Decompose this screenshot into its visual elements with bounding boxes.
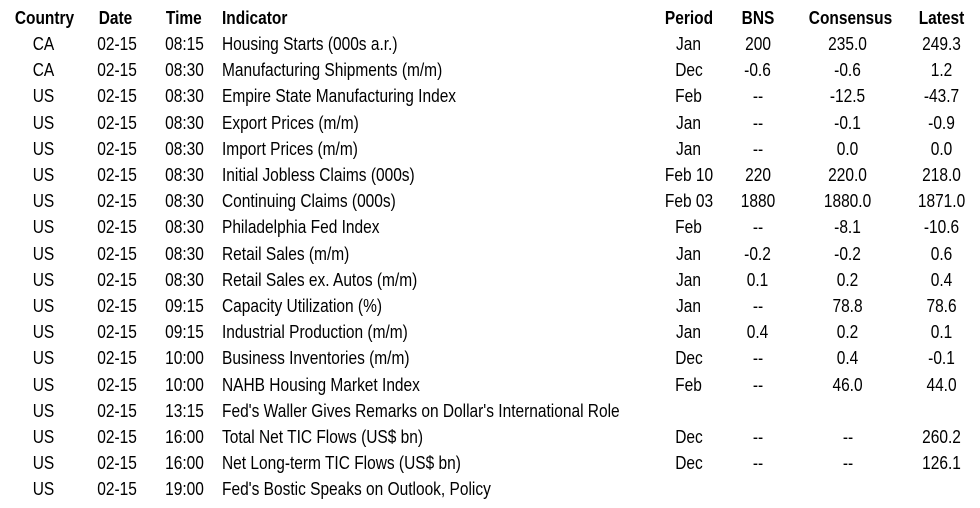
- cell-period: Jan: [676, 269, 702, 290]
- cell-time: 16:00: [165, 453, 204, 474]
- cell-time: 19:00: [165, 479, 204, 500]
- table-row: [0, 450, 980, 476]
- cell-period: Feb: [675, 374, 703, 395]
- table-row: [0, 214, 980, 240]
- cell-date: 02-15: [97, 322, 137, 343]
- cell-latest: 0.0: [931, 138, 953, 159]
- cell-bns: [734, 398, 782, 424]
- cell-bns: --: [752, 217, 764, 238]
- cell-consensus: 0.2: [837, 322, 859, 343]
- cell-bns: 1880: [740, 191, 776, 212]
- cell-consensus: 78.8: [832, 296, 864, 316]
- cell-time: 09:15: [165, 296, 204, 316]
- cell-indicator: Fed's Waller Gives Remarks on Dollar's International Role: [222, 400, 620, 421]
- cell-consensus: [802, 476, 894, 502]
- cell-consensus: --: [842, 427, 854, 447]
- cell-indicator: Net Long-term TIC Flows (US$ bn): [222, 453, 461, 474]
- cell-date: 02-15: [97, 348, 137, 369]
- cell-time: 10:00: [165, 348, 204, 369]
- cell-latest: 0.4: [931, 269, 953, 290]
- cell-country: US: [33, 269, 55, 290]
- table-row: [0, 57, 980, 83]
- cell-indicator: Retail Sales (m/m): [222, 243, 350, 264]
- cell-period: Dec: [675, 60, 703, 81]
- cell-period: Feb 03: [664, 191, 714, 212]
- cell-latest: [910, 398, 974, 424]
- table-row: [0, 372, 980, 398]
- header-period: Period: [664, 8, 714, 28]
- table-row: [0, 83, 980, 109]
- header-date: Date: [99, 8, 133, 28]
- cell-latest: -43.7: [924, 86, 960, 107]
- table-row: [0, 319, 980, 345]
- cell-consensus: -12.5: [830, 86, 866, 107]
- cell-date: 02-15: [97, 165, 137, 185]
- cell-date: 02-15: [97, 60, 137, 81]
- cell-time: 08:15: [165, 34, 204, 54]
- header-time: Time: [166, 8, 202, 28]
- cell-country: US: [33, 322, 55, 343]
- cell-time: 08:30: [165, 138, 204, 159]
- cell-consensus: 220.0: [828, 165, 868, 185]
- table-row: [0, 476, 980, 502]
- cell-bns: -0.2: [744, 243, 772, 264]
- cell-period: [660, 476, 718, 502]
- header-bns: BNS: [741, 8, 775, 28]
- cell-date: 02-15: [97, 427, 137, 447]
- cell-period: Feb 10: [664, 165, 714, 185]
- cell-latest: 0.1: [931, 322, 953, 343]
- cell-period: Jan: [676, 34, 702, 54]
- cell-bns: --: [752, 138, 764, 159]
- cell-period: Jan: [676, 322, 702, 343]
- table-row: [0, 31, 980, 57]
- header-country: Country: [14, 8, 75, 28]
- table-row: [0, 293, 980, 319]
- cell-latest: 44.0: [926, 374, 958, 395]
- cell-date: 02-15: [97, 112, 137, 133]
- cell-consensus: -0.6: [834, 60, 862, 81]
- cell-consensus: 1880.0: [824, 191, 872, 212]
- table-row: [0, 267, 980, 293]
- cell-consensus: 0.2: [837, 269, 859, 290]
- cell-country: US: [33, 217, 55, 238]
- cell-time: 08:30: [165, 112, 204, 133]
- cell-indicator: Total Net TIC Flows (US$ bn): [222, 427, 424, 447]
- cell-bns: --: [752, 374, 764, 395]
- cell-time: 09:15: [165, 322, 204, 343]
- cell-consensus: 0.4: [837, 348, 859, 369]
- cell-consensus: [802, 398, 894, 424]
- cell-time: 08:30: [165, 243, 204, 264]
- cell-country: US: [33, 112, 55, 133]
- cell-country: CA: [33, 34, 55, 54]
- cell-bns: [734, 476, 782, 502]
- cell-consensus: --: [842, 453, 854, 474]
- cell-bns: 0.4: [747, 322, 769, 343]
- cell-period: Jan: [676, 112, 702, 133]
- cell-bns: --: [752, 112, 764, 133]
- cell-latest: 249.3: [922, 34, 962, 54]
- cell-indicator: Empire State Manufacturing Index: [222, 86, 457, 107]
- cell-time: 08:30: [165, 165, 204, 185]
- cell-indicator: Fed's Bostic Speaks on Outlook, Policy: [222, 479, 491, 500]
- cell-period: [660, 398, 718, 424]
- table-row: [0, 424, 980, 450]
- cell-period: Feb: [675, 217, 703, 238]
- cell-time: 13:15: [165, 400, 204, 421]
- cell-latest: 1.2: [931, 60, 953, 81]
- cell-indicator: Housing Starts (000s a.r.): [222, 34, 398, 54]
- cell-time: 08:30: [165, 86, 204, 107]
- cell-consensus: -0.2: [834, 243, 862, 264]
- cell-time: 16:00: [165, 427, 204, 447]
- cell-date: 02-15: [97, 296, 137, 316]
- cell-date: 02-15: [97, 479, 137, 500]
- cell-indicator: Manufacturing Shipments (m/m): [222, 60, 443, 81]
- cell-bns: 0.1: [747, 269, 769, 290]
- cell-date: 02-15: [97, 138, 137, 159]
- cell-latest: -10.6: [924, 217, 960, 238]
- cell-indicator: Continuing Claims (000s): [222, 191, 396, 212]
- cell-period: Feb: [675, 86, 703, 107]
- cell-date: 02-15: [97, 34, 137, 54]
- cell-latest: 260.2: [922, 427, 962, 447]
- table-row: [0, 162, 980, 188]
- cell-bns: --: [752, 348, 764, 369]
- table-row: [0, 188, 980, 214]
- cell-indicator: Philadelphia Fed Index: [222, 217, 380, 238]
- cell-date: 02-15: [97, 400, 137, 421]
- cell-country: US: [33, 400, 55, 421]
- cell-bns: --: [752, 86, 764, 107]
- cell-bns: -0.6: [744, 60, 772, 81]
- cell-indicator: Industrial Production (m/m): [222, 322, 408, 343]
- cell-bns: 200: [745, 34, 771, 54]
- cell-consensus: 0.0: [837, 138, 859, 159]
- cell-latest: 1871.0: [918, 191, 966, 212]
- cell-date: 02-15: [97, 191, 137, 212]
- cell-consensus: 46.0: [832, 374, 864, 395]
- cell-date: 02-15: [97, 86, 137, 107]
- cell-latest: -0.1: [928, 348, 956, 369]
- header-consensus: Consensus: [808, 8, 893, 28]
- cell-latest: 126.1: [922, 453, 962, 474]
- table-header-row: [0, 5, 980, 31]
- cell-indicator: Initial Jobless Claims (000s): [222, 165, 415, 185]
- cell-country: US: [33, 296, 55, 316]
- cell-country: US: [33, 479, 55, 500]
- table-row: [0, 110, 980, 136]
- cell-country: US: [33, 191, 55, 212]
- cell-bns: --: [752, 296, 764, 316]
- header-indicator: Indicator: [222, 8, 288, 28]
- cell-date: 02-15: [97, 374, 137, 395]
- cell-consensus: 235.0: [828, 34, 868, 54]
- cell-bns: --: [752, 453, 764, 474]
- cell-period: Jan: [676, 296, 702, 316]
- cell-country: US: [33, 138, 55, 159]
- cell-bns: --: [752, 427, 764, 447]
- cell-indicator: Import Prices (m/m): [222, 138, 358, 159]
- table-row: [0, 136, 980, 162]
- table-row: [0, 345, 980, 371]
- cell-time: 08:30: [165, 191, 204, 212]
- cell-period: Dec: [675, 427, 703, 447]
- cell-country: US: [33, 348, 55, 369]
- cell-country: CA: [33, 60, 55, 81]
- cell-consensus: -0.1: [834, 112, 862, 133]
- cell-latest: 218.0: [922, 165, 962, 185]
- table-row: [0, 398, 980, 424]
- cell-time: 08:30: [165, 60, 204, 81]
- cell-indicator: NAHB Housing Market Index: [222, 374, 420, 395]
- cell-period: Dec: [675, 453, 703, 474]
- cell-date: 02-15: [97, 269, 137, 290]
- cell-country: US: [33, 374, 55, 395]
- cell-country: US: [33, 86, 55, 107]
- cell-time: 08:30: [165, 217, 204, 238]
- cell-latest: [910, 476, 974, 502]
- cell-date: 02-15: [97, 217, 137, 238]
- cell-latest: 78.6: [926, 296, 958, 316]
- cell-country: US: [33, 427, 55, 447]
- cell-country: US: [33, 453, 55, 474]
- cell-period: Dec: [675, 348, 703, 369]
- cell-indicator: Capacity Utilization (%): [222, 296, 383, 316]
- cell-date: 02-15: [97, 453, 137, 474]
- cell-indicator: Retail Sales ex. Autos (m/m): [222, 269, 418, 290]
- cell-indicator: Export Prices (m/m): [222, 112, 359, 133]
- cell-time: 10:00: [165, 374, 204, 395]
- cell-period: Jan: [676, 138, 702, 159]
- table-row: [0, 241, 980, 267]
- cell-date: 02-15: [97, 243, 137, 264]
- cell-consensus: -8.1: [834, 217, 862, 238]
- cell-country: US: [33, 243, 55, 264]
- cell-latest: -0.9: [928, 112, 956, 133]
- cell-time: 08:30: [165, 269, 204, 290]
- cell-bns: 220: [745, 165, 771, 185]
- cell-country: US: [33, 165, 55, 185]
- header-latest: Latest: [919, 8, 965, 28]
- cell-period: Jan: [676, 243, 702, 264]
- cell-latest: 0.6: [931, 243, 953, 264]
- cell-indicator: Business Inventories (m/m): [222, 348, 410, 369]
